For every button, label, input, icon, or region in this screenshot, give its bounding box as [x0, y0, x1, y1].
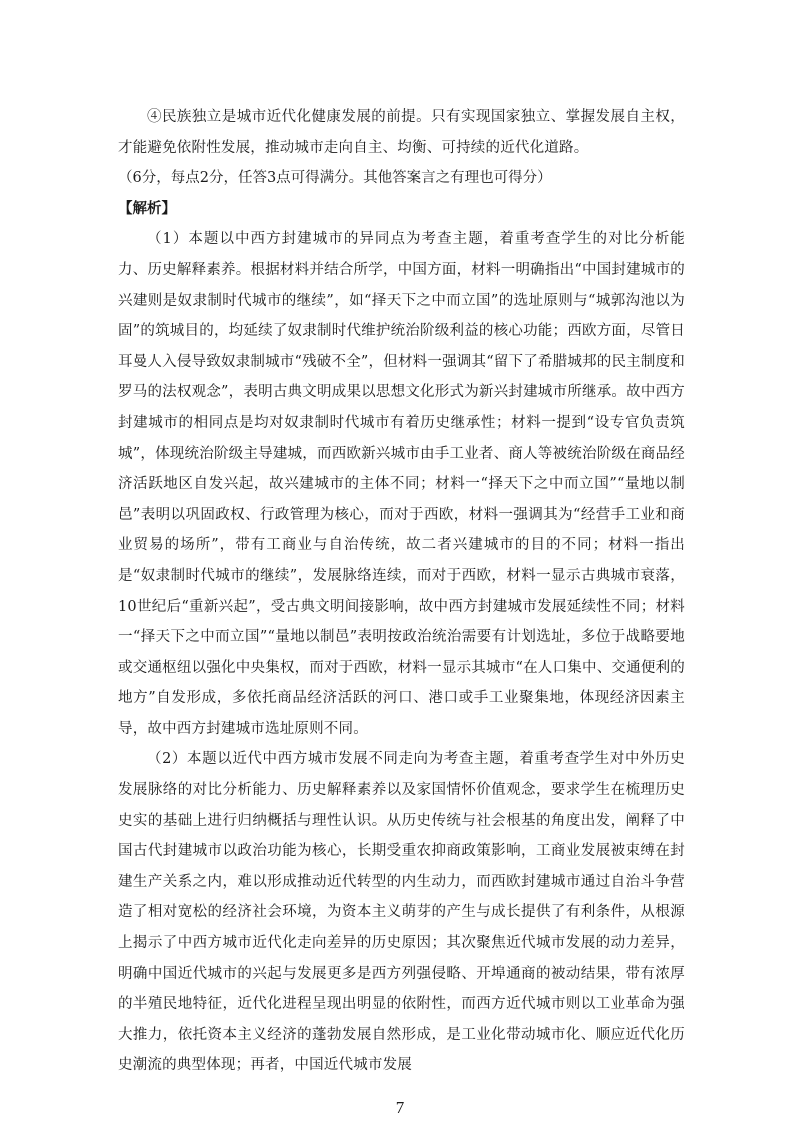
answer-point-4: ④民族独立是城市近代化健康发展的前提。只有实现国家独立、掌握发展自主权，才能避免依附性发展，推动城市走向自主、均衡、可持续的近代化道路。 [118, 109, 685, 156]
analysis-heading: 【解析】 [118, 199, 176, 217]
scoring-note: （6分，每点2分，任答3点可得满分。其他答案言之有理也可得分） [118, 170, 552, 187]
analysis-paragraph-2: （2）本题以近代中西方城市发展不同走向为考查主题，着重考查学生对中外历史发展脉络的对比分析能力、历史解释素养以及家国情怀价值观念，要求学生在梳理历史史实的基础上进行归纳概括与理性认识。从历史传统与社会根基的角度出发，阐释了中国古代封建城市以政治功能为核心，长期受重农抑商政策影响，工商业发展被束缚在封建生产关系之内，难以形成推动近代转型的内生动力，而西欧封建城市通过自治斗争营造了相对宽松的经济社会环境，为资本主义萌芽的产生与成长提供了有利条件，从根源上揭示了中西方城市近代化走向差异的历史原因；其次聚焦近代城市发展的动力差异，明确中国近代城市的兴起与发展更多是西方列强侵略、开埠通商的被动结果，带有浓厚的半殖民地特征，近代化进程呈现出明显的依附性，而西方近代城市则以工业革命为强大推力，依托资本主义经济的蓬勃发展自然形成，是工业化带动城市化、顺应近代化历史潮流的典型体现；再者，中国近代城市发展 [118, 751, 685, 1074]
document-body [118, 102, 685, 1081]
page-number: 7 [395, 1098, 405, 1117]
analysis-paragraph-1: （1）本题以中西方封建城市的异同点为考查主题，着重考查学生的对比分析能力、历史解释素养。根据材料并结合所学，中国方面，材料一明确指出“中国封建城市的兴建则是奴隶制时代城市的继续”，如“择天下之中而立国”的选址原则与“城郭沟池以为固”的筑城目的，均延续了奴隶制时代维护统治阶级利益的核心功能；西欧方面，尽管日耳曼人入侵导致奴隶制城市“残破不全”，但材料一强调其“留下了希腊城邦的民主制度和罗马的法权观念”，表明古典文明成果以思想文化形式为新兴封建城市所继承。故中西方封建城市的相同点是均对奴隶制时代城市有着历史继承性；材料一提到“设专官负责筑城”，体现统治阶级主导建城，而西欧新兴城市由手工业者、商人等被统治阶级在商品经济活跃地区自发兴起，故兴建城市的主体不同；材料一“择天下之中而立国”“量地以制邑”表明以巩固政权、行政管理为核心，而对于西欧，材料一强调其为“经营手工业和商业贸易的场所”，带有工商业与自治传统，故二者兴建城市的目的不同；材料一指出是“奴隶制时代城市的继续”，发展脉络连续，而对于西欧，材料一显示古典城市衰落，10世纪后“重新兴起”，受古典文明间接影响，故中西方封建城市发展延续性不同；材料一“择天下之中而立国”“量地以制邑”表明按政治统治需要有计划选址，多位于战略要地或交通枢纽以强化中央集权，而对于西欧，材料一显示其城市“在人口集中、交通便利的地方”自发形成，多依托商品经济活跃的河口、港口或手工业聚集地，体现经济因素主导，故中西方封建城市选址原则不同。 [118, 231, 685, 737]
